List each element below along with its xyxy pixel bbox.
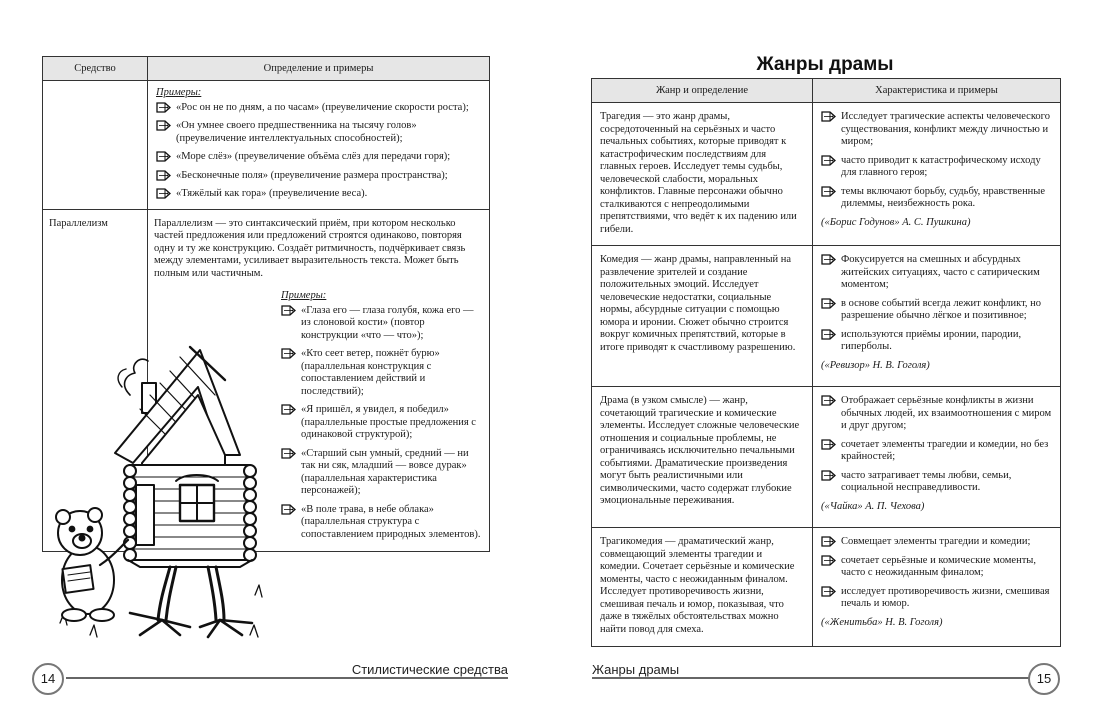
- example-item: «Я пришёл, я увидел, я победил» (параллельные простые предложения с одинаковой структурой);: [281, 404, 481, 442]
- pen-nib-icon: [821, 328, 837, 341]
- pen-nib-icon: [156, 101, 172, 114]
- list-item: используются приёмы иронии, пародии, гиперболы.: [821, 329, 1052, 354]
- term-cell: Параллелизм: [43, 209, 148, 552]
- genre-characteristics: [813, 528, 1061, 647]
- hut-illustration: [30, 335, 270, 645]
- genre-characteristics: [813, 103, 1061, 246]
- pen-nib-icon: [821, 469, 837, 482]
- list-item: Совмещает элементы трагедии и комедии;: [821, 536, 1052, 549]
- term-cell-empty: [43, 81, 148, 210]
- genre-definition: Трагедия — это жанр драмы, сосредоточенный на серьёзных и часто печальных событиях, которые приводят к катастрофическим последствиям для главных героев. Исследует темы судьбы, человеческой слабости, моральных конфликтов. Главные персонажи обычно сталкиваются с непреодолимыми препятствиями, что ведёт к их падению или гибели.: [592, 103, 813, 246]
- pen-nib-icon: [281, 403, 297, 416]
- table-row: [592, 103, 1061, 246]
- table-row: [43, 81, 490, 210]
- examples-title: Примеры:: [156, 87, 202, 98]
- right-page: [550, 0, 1100, 712]
- example-item: «Тяжёлый как гора» (преувеличение веса).: [156, 188, 483, 201]
- genre-characteristics: [813, 387, 1061, 528]
- list-item: часто затрагивает темы любви, семьи, социальной несправедливости.: [821, 470, 1052, 495]
- list-item: Отображает серьёзные конфликты в жизни обычных людей, их взаимоотношения с миром и друг другом;: [821, 395, 1052, 433]
- example-item: «В поле трава, в небе облака» (параллельная структура с сопоставлением природных элементов).: [281, 504, 481, 542]
- genre-characteristics: [813, 246, 1061, 387]
- pen-nib-icon: [821, 110, 837, 123]
- pen-nib-icon: [821, 585, 837, 598]
- example-item: «Бесконечные поля» (преувеличение размера пространства);: [156, 170, 483, 183]
- pen-nib-icon: [281, 447, 297, 460]
- table-row: [592, 387, 1061, 528]
- footer-rule: [592, 677, 1032, 679]
- col-header-device: Средство: [43, 57, 148, 81]
- table-row: [592, 246, 1061, 387]
- list-item: исследует противоречивость жизни, смешивая печаль и юмор.: [821, 586, 1052, 611]
- pen-nib-icon: [821, 535, 837, 548]
- pen-nib-icon: [821, 297, 837, 310]
- list-item: темы включают борьбу, судьбу, нравственные дилеммы, неизбежность рока.: [821, 186, 1052, 211]
- list-item: Исследует трагические аспекты человеческого существования, конфликт между личностью и миром;: [821, 111, 1052, 149]
- pen-nib-icon: [156, 187, 172, 200]
- pen-nib-icon: [821, 394, 837, 407]
- example-item: «Старший сын умный, средний — ни так ни сяк, младший — вовсе дурак» (параллельная характеристика персонажей);: [281, 448, 481, 498]
- pen-nib-icon: [156, 119, 172, 132]
- list-item: часто приводит к катастрофическому исходу для главного героя;: [821, 155, 1052, 180]
- footer-section: Жанры драмы: [592, 662, 680, 677]
- pen-nib-icon: [156, 169, 172, 182]
- list-item: в основе событий всегда лежит конфликт, но разрешение обычно лёгкое и позитивное;: [821, 298, 1052, 323]
- pen-nib-icon: [821, 154, 837, 167]
- page-number: 14: [32, 663, 64, 695]
- footer-section: Стилистические средства: [351, 662, 508, 677]
- example-work: («Чайка» А. П. Чехова): [821, 500, 925, 512]
- table-row: [592, 528, 1061, 647]
- list-item: сочетает элементы трагедии и комедии, но без крайностей;: [821, 439, 1052, 464]
- col-header-definition: Определение и примеры: [148, 57, 490, 81]
- footer-rule: [66, 677, 508, 679]
- example-work: («Женитьба» Н. В. Гоголя): [821, 616, 943, 628]
- examples-title: Примеры:: [281, 290, 327, 301]
- col-header-characteristics: Характеристика и примеры: [813, 79, 1061, 103]
- example-item: «Море слёз» (преувеличение объёма слёз для передачи горя);: [156, 151, 483, 164]
- example-item: «Глаза его — глаза голубя, кожа его — из слоновой кости» (повтор конструкции «что — что»);: [281, 305, 481, 343]
- pen-nib-icon: [156, 150, 172, 163]
- drama-genres-table: [591, 78, 1061, 647]
- pen-nib-icon: [281, 347, 297, 360]
- list-item: сочетает серьёзные и комические моменты, часто с неожиданным финалом;: [821, 555, 1052, 580]
- example-item: «Кто сеет ветер, пожнёт бурю» (параллельная конструкция с сопоставлением действий и последствий);: [281, 348, 481, 398]
- example-work: («Ревизор» Н. В. Гоголя): [821, 359, 930, 371]
- pen-nib-icon: [821, 554, 837, 567]
- examples-cell: [148, 81, 490, 210]
- genre-definition: Драма (в узком смысле) — жанр, сочетающий трагические и комические элементы. Исследует сложные человеческие отношения и социальные проблемы, не ограничиваясь исключительно печальными событиями. Драматические произведения могут быть реалистичными или символическими, часто содержат глубокие эмоциональные переживания.: [592, 387, 813, 528]
- pen-nib-icon: [821, 253, 837, 266]
- example-item: «Он умнее своего предшественника на тысячу голов» (преувеличение интеллектуальных способностей);: [156, 120, 483, 145]
- genre-definition: Комедия — жанр драмы, направленный на развлечение зрителей и создание положительных эмоций. Исследует человеческие недостатки, социальные нормы, абсурдные ситуации с помощью юмора и иронии. Сюжет обычно строится вокруг комичных препятствий, которые в итоге приводят к счастливому разрешению.: [592, 246, 813, 387]
- page-title: Жанры драмы: [756, 54, 894, 75]
- pen-nib-icon: [821, 438, 837, 451]
- example-item: «Рос он не по дням, а по часам» (преувеличение скорости роста);: [156, 102, 483, 115]
- page-number: 15: [1028, 663, 1060, 695]
- example-work: («Борис Годунов» А. С. Пушкина): [821, 216, 971, 228]
- pen-nib-icon: [281, 304, 297, 317]
- definition-text: Параллелизм — это синтаксический приём, при котором несколько частей предложения или предложений строятся одинаково, повторяя одну и ту же конструкцию. Создаёт ритмичность, подчёркивает связь между элементами, усиливает выразительность текста. Может быть полным или частичным.: [154, 217, 466, 279]
- list-item: Фокусируется на смешных и абсурдных житейских ситуациях, часто с сатирическим моментом;: [821, 254, 1052, 292]
- pen-nib-icon: [821, 185, 837, 198]
- pen-nib-icon: [281, 503, 297, 516]
- col-header-genre: Жанр и определение: [592, 79, 813, 103]
- genre-definition: Трагикомедия — драматический жанр, совмещающий элементы трагедии и комедии. Сочетает серьёзные и комические моменты, часто с неожиданным финалом. Исследует противоречивость жизни, смешивая печаль и юмор, показывая, что даже в тяжёлых обстоятельствах можно найти повод для смеха.: [592, 528, 813, 647]
